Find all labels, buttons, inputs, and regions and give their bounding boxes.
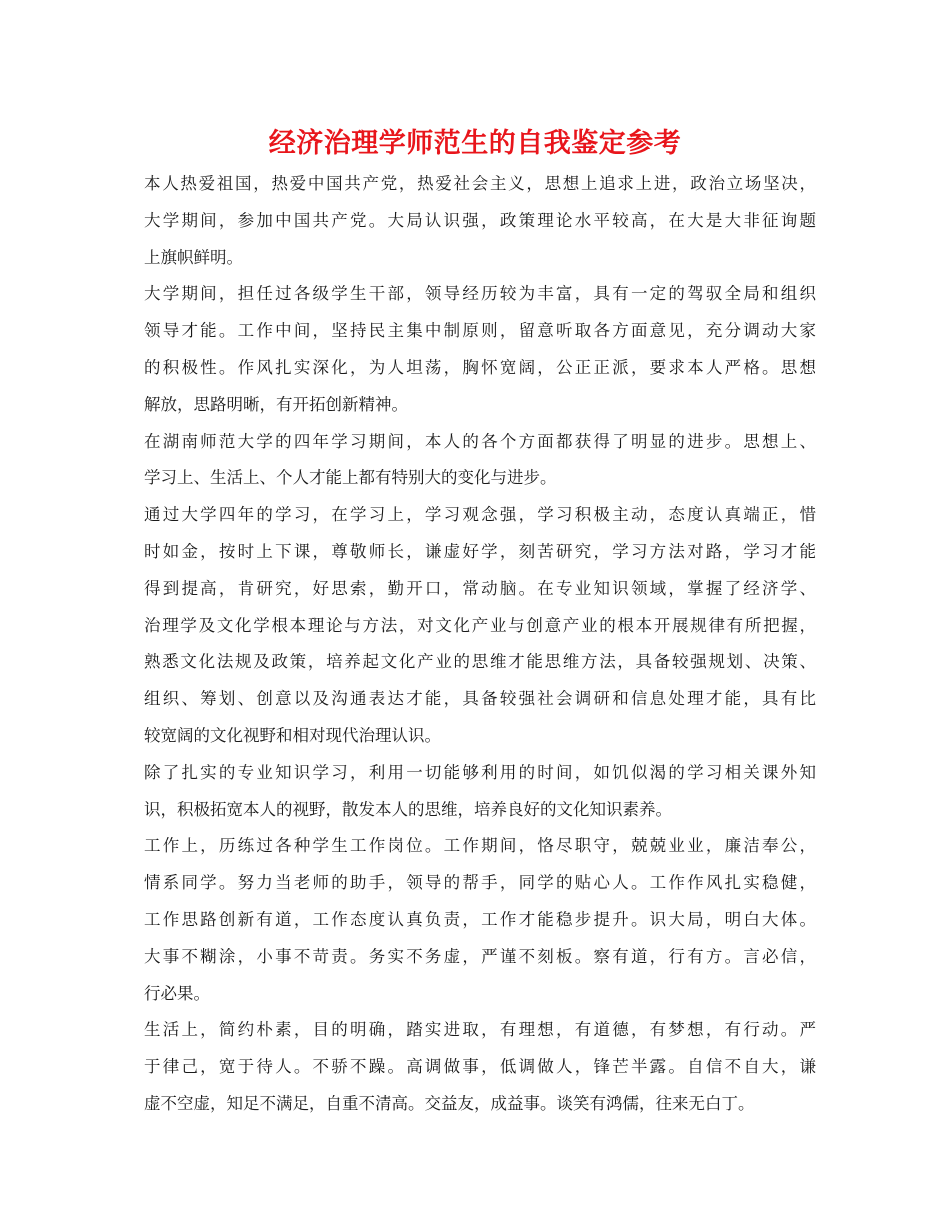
text-line: 的积极性。作风扎实深化，为人坦荡，胸怀宽阔，公正正派，要求本人严格。思想 (144, 357, 816, 377)
text-line: 大学期间，担任过各级学生干部，领导经历较为丰富，具有一定的驾驭全局和组织 (144, 284, 816, 304)
text-line: 生活上，简约朴素，目的明确，踏实进取，有理想，有道德，有梦想，有行动。严 (144, 1020, 816, 1040)
document-body (144, 166, 816, 1123)
text-line: 上旗帜鲜明。 (144, 247, 243, 267)
text-line: 于律己，宽于待人。不骄不躁。高调做事，低调做人，锋芒半露。自信不自大，谦 (144, 1057, 816, 1077)
paragraph (144, 828, 816, 1012)
text-line: 组织、筹划、创意以及沟通表达才能，具备较强社会调研和信息处理才能，具有比 (144, 689, 816, 709)
text-line: 得到提高，肯研究，好思索，勤开口，常动脑。在专业知识领域，掌握了经济学、 (144, 578, 816, 598)
paragraph (144, 424, 816, 498)
text-line: 工作思路创新有道，工作态度认真负责，工作才能稳步提升。识大局，明白大体。 (144, 909, 816, 929)
text-line: 解放，思路明晰，有开拓创新精神。 (144, 394, 408, 414)
text-line: 熟悉文化法规及政策，培养起文化产业的思维才能思维方法，具备较强规划、决策、 (144, 652, 816, 672)
text-line: 领导才能。工作中间，坚持民主集中制原则，留意听取各方面意见，充分调动大家 (144, 321, 816, 341)
text-line: 虚不空虚，知足不满足，自重不清高。交益友，成益事。谈笑有鸿儒，往来无白丁。 (144, 1093, 755, 1113)
text-line: 本人热爱祖国，热爱中国共产党，热爱社会主义，思想上追求上进，政治立场坚决， (144, 174, 816, 193)
paragraph (144, 755, 816, 829)
paragraph (144, 276, 816, 423)
text-line: 工作上，历练过各种学生工作岗位。工作期间，恪尽职守，兢兢业业，廉洁奉公， (144, 836, 816, 856)
text-line: 大事不糊涂，小事不苛责。务实不务虚，严谨不刻板。察有道，行有方。言必信， (144, 946, 816, 966)
text-line: 除了扎实的专业知识学习，利用一切能够利用的时间，如饥似渴的学习相关课外知 (144, 762, 816, 782)
paragraph (144, 1012, 816, 1122)
text-line: 较宽阔的文化视野和相对现代治理认识。 (144, 725, 441, 745)
text-line: 在湖南师范大学的四年学习期间，本人的各个方面都获得了明显的进步。思想上、 (144, 431, 816, 451)
text-line: 治理学及文化学根本理论与方法，对文化产业与创意产业的根本开展规律有所把握， (144, 615, 816, 635)
text-line: 时如金，按时上下课，尊敬师长，谦虚好学，刻苦研究，学习方法对路，学习才能 (144, 541, 816, 561)
paragraph (144, 497, 816, 755)
paragraph (144, 166, 816, 276)
text-line: 通过大学四年的学习，在学习上，学习观念强，学习积极主动，态度认真端正，惜 (144, 505, 816, 525)
text-line: 情系同学。努力当老师的助手，领导的帮手，同学的贴心人。工作作风扎实稳健， (144, 873, 816, 893)
document-title: 经济治理学师范生的自我鉴定参考 (268, 128, 682, 159)
text-line: 学习上、生活上、个人才能上都有特别大的变化与进步。 (144, 468, 557, 488)
text-line: 大学期间，参加中国共产党。大局认识强，政策理论水平较高，在大是大非征询题 (144, 210, 816, 230)
text-line: 识，积极拓宽本人的视野，散发本人的思维，培养良好的文化知识素养。 (144, 799, 672, 819)
text-line: 行必果。 (144, 983, 210, 1003)
